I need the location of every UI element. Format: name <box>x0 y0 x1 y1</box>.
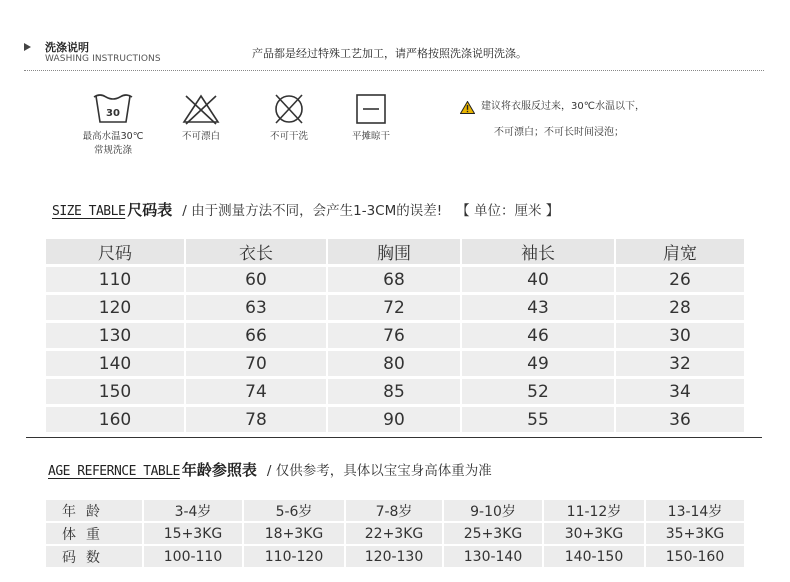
no-dry-clean-label: 不可干洗 <box>269 131 308 142</box>
table-row <box>46 323 744 348</box>
no-dry-clean-item <box>254 92 324 144</box>
table-cell: 52 <box>462 379 614 404</box>
flat-dry-label: 平摊晾干 <box>351 131 390 142</box>
age-row-header: 年龄 <box>46 500 142 521</box>
table-cell: 63 <box>186 295 326 320</box>
table-cell: 26 <box>616 267 744 292</box>
table-row <box>46 295 744 320</box>
age-table-title-cn: 年龄参照表 <box>181 461 257 479</box>
size-header-cell: 袖长 <box>462 239 614 264</box>
table-cell: 34 <box>616 379 744 404</box>
table-row <box>46 500 744 521</box>
table-cell: 32 <box>616 351 744 376</box>
washing-note: 产品都是经过特殊工艺加工，请严格按照洗涤说明洗涤。 <box>252 47 527 60</box>
table-row <box>46 379 744 404</box>
table-cell: 30+3KG <box>544 523 644 544</box>
table-cell: 30 <box>616 323 744 348</box>
table-cell: 43 <box>462 295 614 320</box>
size-header-cell: 衣长 <box>186 239 326 264</box>
age-table-title-en: AGE REFERNCE TABLE <box>48 464 180 479</box>
table-cell: 13-14岁 <box>646 500 744 521</box>
table-cell: 36 <box>616 407 744 432</box>
size-table-title-cn: 尺码表 <box>127 201 173 219</box>
table-cell: 78 <box>186 407 326 432</box>
table-cell: 150 <box>46 379 184 404</box>
table-cell: 9-10岁 <box>444 500 542 521</box>
no-bleach-item <box>166 92 236 144</box>
washing-subtitle: WASHING INSTRUCTIONS <box>45 54 161 64</box>
table-cell: 28 <box>616 295 744 320</box>
section-divider <box>26 437 762 438</box>
table-cell: 110-120 <box>244 546 344 567</box>
warning-icon <box>460 101 475 114</box>
size-header-cell: 胸围 <box>328 239 460 264</box>
table-cell: 120-130 <box>346 546 442 567</box>
table-cell: 11-12岁 <box>544 500 644 521</box>
wash-30-label-1: 最高水温30℃ <box>82 131 144 142</box>
table-row <box>46 407 744 432</box>
size-row-header: 码数 <box>46 546 142 567</box>
size-table-header-row <box>46 239 744 264</box>
table-cell: 100-110 <box>144 546 242 567</box>
size-table-title-en: SIZE TABLE <box>52 204 126 219</box>
warning-line-1: 建议将衣服反过来，30℃水温以下， <box>481 101 645 112</box>
table-cell: 80 <box>328 351 460 376</box>
flat-dry-icon <box>336 92 406 126</box>
table-row <box>46 267 744 292</box>
dotted-divider <box>24 70 764 71</box>
age-table-note: / 仅供参考，具体以宝宝身高体重为准 <box>266 463 492 479</box>
washing-title: 洗涤说明 <box>45 41 89 54</box>
age-table <box>44 498 746 569</box>
table-cell: 85 <box>328 379 460 404</box>
table-cell: 140 <box>46 351 184 376</box>
table-cell: 68 <box>328 267 460 292</box>
warning-line-2: 不可漂白；不可长时间浸泡； <box>494 127 624 138</box>
table-cell: 70 <box>186 351 326 376</box>
table-cell: 18+3KG <box>244 523 344 544</box>
no-dry-clean-icon <box>254 92 324 126</box>
weight-row-header: 体重 <box>46 523 142 544</box>
no-bleach-icon <box>166 92 236 126</box>
table-cell: 35+3KG <box>646 523 744 544</box>
flat-dry-item <box>336 92 406 144</box>
size-header-cell: 肩宽 <box>616 239 744 264</box>
table-cell: 15+3KG <box>144 523 242 544</box>
table-cell: 40 <box>462 267 614 292</box>
size-table-heading <box>52 199 559 220</box>
size-table <box>44 236 746 435</box>
table-cell: 7-8岁 <box>346 500 442 521</box>
table-cell: 130-140 <box>444 546 542 567</box>
table-cell: 160 <box>46 407 184 432</box>
table-cell: 3-4岁 <box>144 500 242 521</box>
wash-temp-text: 30 <box>106 108 120 119</box>
table-cell: 130 <box>46 323 184 348</box>
table-cell: 74 <box>186 379 326 404</box>
section-arrow-icon <box>24 43 31 51</box>
table-row <box>46 523 744 544</box>
table-cell: 110 <box>46 267 184 292</box>
wash-30-label-2: 常规洗涤 <box>93 145 132 156</box>
wash-30-item <box>70 92 156 158</box>
table-cell: 49 <box>462 351 614 376</box>
table-cell: 25+3KG <box>444 523 542 544</box>
table-cell: 90 <box>328 407 460 432</box>
table-cell: 5-6岁 <box>244 500 344 521</box>
table-cell: 150-160 <box>646 546 744 567</box>
size-table-unit: 【 单位：厘米 】 <box>456 203 560 219</box>
table-cell: 66 <box>186 323 326 348</box>
wash-30-icon <box>70 92 156 126</box>
washing-warning <box>460 100 645 140</box>
no-bleach-label: 不可漂白 <box>181 131 220 142</box>
table-cell: 60 <box>186 267 326 292</box>
table-cell: 72 <box>328 295 460 320</box>
size-header-cell: 尺码 <box>46 239 184 264</box>
table-cell: 76 <box>328 323 460 348</box>
table-row <box>46 351 744 376</box>
table-cell: 46 <box>462 323 614 348</box>
age-table-heading <box>48 459 492 480</box>
table-cell: 140-150 <box>544 546 644 567</box>
table-cell: 120 <box>46 295 184 320</box>
table-cell: 55 <box>462 407 614 432</box>
table-cell: 22+3KG <box>346 523 442 544</box>
table-row <box>46 546 744 567</box>
size-table-note: / 由于测量方法不同，会产生1-3CM的误差! <box>182 203 443 219</box>
